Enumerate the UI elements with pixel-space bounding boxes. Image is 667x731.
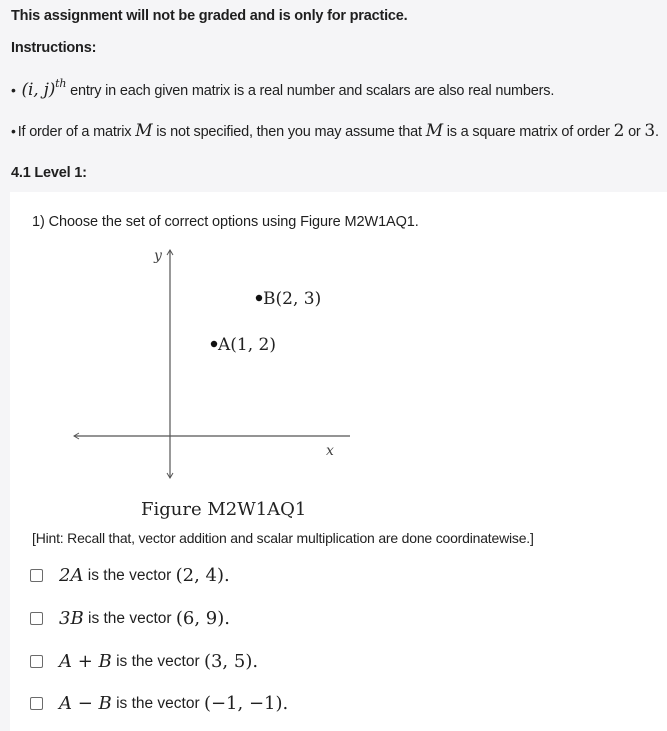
- checkbox[interactable]: [30, 655, 43, 668]
- option-expr: A + B: [59, 651, 112, 672]
- option-4[interactable]: [30, 693, 288, 714]
- point-a: [211, 341, 217, 347]
- option-text: is the vector: [111, 652, 204, 670]
- section-title: 4.1 Level 1:: [11, 165, 87, 181]
- bullet: •: [11, 123, 16, 139]
- checkbox[interactable]: [30, 569, 43, 582]
- point-b: [256, 295, 262, 301]
- hint-text: [Hint: Recall that, vector addition and scalar multiplication are done coordinatewise.]: [32, 530, 534, 546]
- bullet: •: [11, 82, 16, 98]
- math-num: 2: [613, 121, 625, 141]
- math-var: M: [425, 121, 443, 141]
- math-var: M: [135, 121, 153, 141]
- figure-caption: Figure M2W1AQ1: [141, 499, 307, 520]
- question-text: 1) Choose the set of correct options using Figure M2W1AQ1.: [32, 214, 419, 230]
- option-vector: (3, 5).: [203, 651, 259, 672]
- instruction-text: is not specified, then you may assume that: [152, 124, 426, 140]
- option-expr: 2A: [59, 565, 84, 586]
- math-superscript: th: [55, 77, 67, 90]
- option-1[interactable]: [30, 565, 230, 586]
- math-ij: (i, j): [21, 80, 56, 100]
- option-text: is the vector: [83, 609, 176, 627]
- instruction-text: or: [624, 124, 645, 140]
- point-label-b: B(2, 3): [263, 289, 322, 309]
- checkbox[interactable]: [30, 612, 43, 625]
- option-vector: (2, 4).: [175, 565, 230, 586]
- option-vector: (6, 9).: [175, 608, 230, 629]
- instruction-text: .: [655, 124, 659, 140]
- option-text: is the vector: [83, 566, 176, 584]
- checkbox[interactable]: [30, 697, 43, 710]
- point-label-a: A(1, 2): [218, 335, 276, 355]
- instruction-item: [11, 77, 554, 100]
- math-num: 3: [644, 121, 656, 141]
- option-2[interactable]: [30, 608, 230, 629]
- instructions-title: Instructions:: [11, 40, 97, 56]
- option-3[interactable]: [30, 651, 258, 672]
- practice-notice: This assignment will not be graded and is only for practice.: [11, 8, 408, 24]
- instruction-text: If order of a matrix: [17, 124, 136, 140]
- option-vector: (−1, −1).: [203, 693, 289, 714]
- instruction-text: entry in each given matrix is a real number and scalars are also real numbers.: [70, 83, 555, 99]
- instruction-item: [11, 121, 659, 141]
- figure-m2w1aq1: [50, 240, 350, 490]
- question-card: [10, 192, 667, 731]
- option-text: is the vector: [111, 694, 204, 712]
- x-axis-label: x: [326, 443, 334, 459]
- instruction-text: is a square matrix of order: [442, 124, 614, 140]
- points-layer: [211, 289, 321, 355]
- y-axis-label: y: [154, 248, 162, 264]
- option-expr: A − B: [59, 693, 112, 714]
- option-expr: 3B: [59, 608, 84, 629]
